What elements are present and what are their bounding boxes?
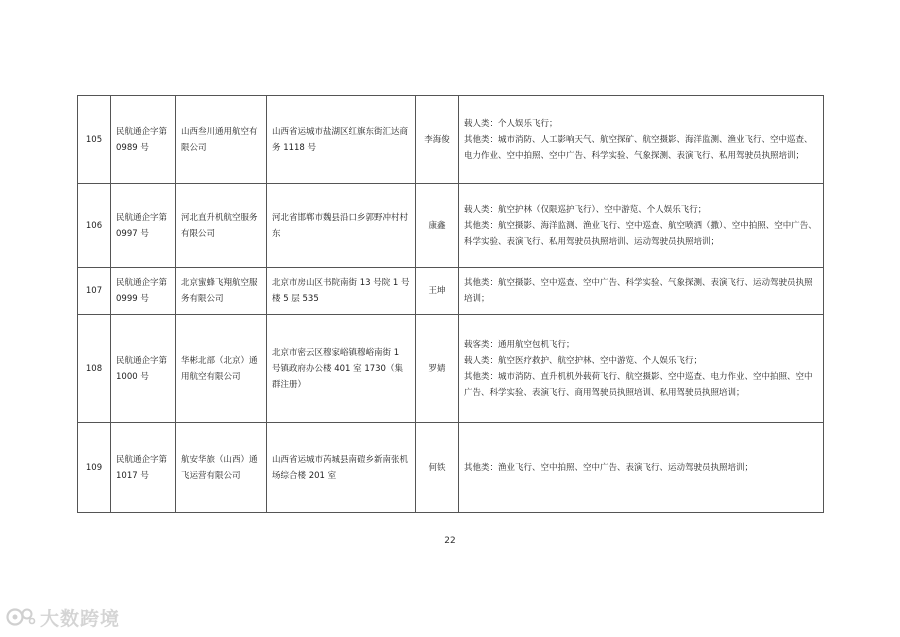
row-number: 109 bbox=[78, 423, 111, 513]
company-address: 河北省邯郸市魏县沿口乡郭野冲村村东 bbox=[267, 184, 416, 268]
scope-line: 载客类：通用航空包机飞行； bbox=[464, 339, 575, 350]
scope-line: 其他类：城市消防、人工影响天气、航空探矿、航空摄影、海洋监测、渔业飞行、空中巡查、电力作业、空中拍照、空中广告、科学实验、气象探测、表演飞行、私用驾驶员执照培训； bbox=[464, 134, 813, 161]
legal-representative: 罗婧 bbox=[416, 315, 459, 423]
enterprise-table bbox=[77, 95, 824, 513]
business-scope bbox=[459, 96, 824, 184]
license-number: 民航通企字第 0989 号 bbox=[111, 96, 176, 184]
watermark-text: 大数跨境 bbox=[40, 607, 121, 630]
row-number: 108 bbox=[78, 315, 111, 423]
table-row bbox=[78, 268, 824, 315]
legal-representative: 何铁 bbox=[416, 423, 459, 513]
business-scope bbox=[459, 184, 824, 268]
table-row bbox=[78, 184, 824, 268]
scope-line: 其他类：航空摄影、空中巡查、空中广告、科学实验、气象探测、表演飞行、运动驾驶员执照培训； bbox=[464, 278, 813, 304]
license-number: 民航通企字第 1017 号 bbox=[111, 423, 176, 513]
company-name: 山西叁川通用航空有限公司 bbox=[176, 96, 267, 184]
row-number: 107 bbox=[78, 268, 111, 315]
page-number: 22 bbox=[444, 536, 456, 546]
company-name: 华彬北部（北京）通用航空有限公司 bbox=[176, 315, 267, 423]
table-row bbox=[78, 315, 824, 423]
license-number: 民航通企字第 0997 号 bbox=[111, 184, 176, 268]
company-address: 山西省运城市盐湖区红旗东街汇达商务 1118 号 bbox=[267, 96, 416, 184]
license-number: 民航通企字第 0999 号 bbox=[111, 268, 176, 315]
company-address: 山西省运城市芮城县南磑乡新南张机场综合楼 201 室 bbox=[267, 423, 416, 513]
scope-line: 其他类：航空摄影、海洋监测、渔业飞行、空中巡查、航空喷洒（撒）、空中拍照、空中广告、科学实验、表演飞行、私用驾驶员执照培训、运动驾驶员执照培训； bbox=[464, 220, 817, 247]
scope-line: 其他类：渔业飞行、空中拍照、空中广告、表演飞行、运动驾驶员执照培训； bbox=[464, 462, 754, 473]
company-address: 北京市房山区书院南街 13 号院 1 号楼 5 层 535 bbox=[267, 268, 416, 315]
row-number: 106 bbox=[78, 184, 111, 268]
table-row bbox=[78, 423, 824, 513]
business-scope bbox=[459, 268, 824, 315]
legal-representative: 王坤 bbox=[416, 268, 459, 315]
scope-line: 载人类：航空医疗救护、航空护林、空中游览、个人娱乐飞行； bbox=[464, 355, 703, 366]
company-name: 河北直升机航空服务有限公司 bbox=[176, 184, 267, 268]
business-scope bbox=[459, 315, 824, 423]
scope-line: 载人类：航空护林（仅限巡护飞行）、空中游览、个人娱乐飞行； bbox=[464, 204, 707, 215]
company-address: 北京市密云区穆家峪镇穆峪南街 1 号镇政府办公楼 401 室 1730（集群注册） bbox=[267, 315, 416, 423]
legal-representative: 康鑫 bbox=[416, 184, 459, 268]
company-name: 北京蜜蜂飞翔航空服务有限公司 bbox=[176, 268, 267, 315]
scope-line: 载人类：个人娱乐飞行； bbox=[464, 118, 558, 129]
row-number: 105 bbox=[78, 96, 111, 184]
brand-logo-icon bbox=[6, 606, 36, 628]
legal-representative: 李海俊 bbox=[416, 96, 459, 184]
watermark bbox=[6, 604, 120, 630]
license-number: 民航通企字第 1000 号 bbox=[111, 315, 176, 423]
scope-line: 其他类：城市消防、直升机机外载荷飞行、航空摄影、空中巡查、电力作业、空中拍照、空中广告、科学实验、表演飞行、商用驾驶员执照培训、私用驾驶员执照培训； bbox=[464, 371, 813, 398]
business-scope bbox=[459, 423, 824, 513]
company-name: 航安华旅（山西）通飞运营有限公司 bbox=[176, 423, 267, 513]
table-row bbox=[78, 96, 824, 184]
